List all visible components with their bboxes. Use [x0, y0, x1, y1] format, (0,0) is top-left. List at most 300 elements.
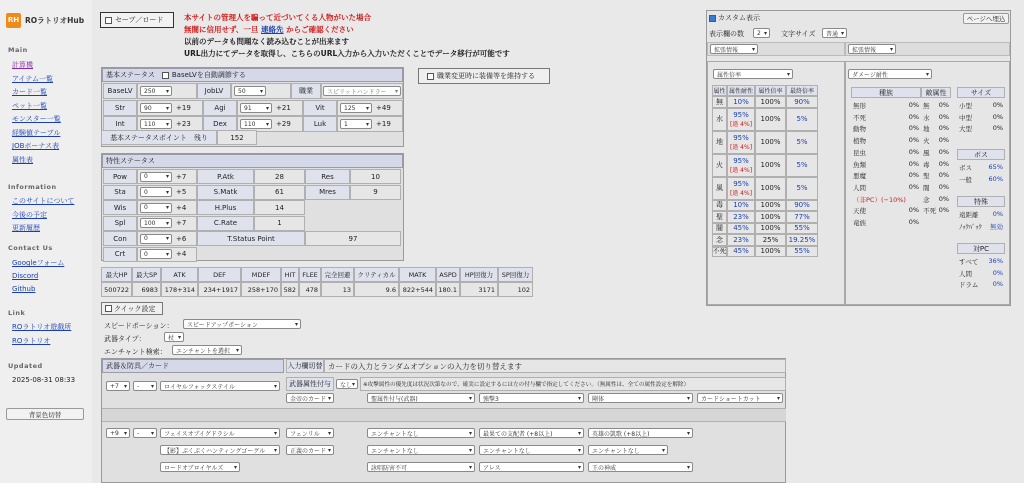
- trait-status-panel: [101, 153, 404, 261]
- summary-value-12: 102: [498, 282, 533, 297]
- trait-cell-sta: [137, 185, 197, 200]
- enemy-attr-label-8: 念: [923, 195, 930, 204]
- right-view-select[interactable]: ダメージ耐性 ▾: [848, 69, 932, 79]
- head-low-enchant-1[interactable]: 詠唱防害不可 ▾: [367, 462, 475, 472]
- stat-cell-luk: [337, 116, 403, 132]
- attr-head-1: 属性耐性: [727, 85, 755, 96]
- trait-derived-label-0: P.Atk: [197, 169, 254, 184]
- head-mid-select[interactable]: 【影】ぷくぷくハンティングゴーグル ▾: [160, 445, 280, 455]
- trait-select-wis[interactable]: 0 ▾: [140, 203, 172, 213]
- stat-select-dex[interactable]: 110 ▾: [240, 119, 272, 129]
- attr-head-2: 属性倍率: [755, 85, 786, 96]
- summary-value-2: 178+314: [161, 282, 198, 297]
- trait-bonus-con: +6: [176, 234, 187, 243]
- attr-resist-over-4: [過 4%]: [729, 189, 753, 197]
- enchant-search-select[interactable]: エンチャントを選択 ▾: [172, 345, 242, 355]
- trait-bonus-spl: +7: [176, 219, 187, 227]
- attr-mult-8: 25%: [755, 234, 786, 246]
- info-link-0[interactable]: このサイトについて: [12, 197, 75, 205]
- boss-value-1: 60%: [988, 174, 1003, 183]
- font-size-label: 文字サイズ: [781, 30, 816, 38]
- updated-section-title: Updated: [8, 362, 43, 370]
- attr-resist-9: [727, 246, 755, 258]
- pc-value-1: 0%: [992, 268, 1003, 277]
- race-label-4: 昆虫: [853, 148, 866, 157]
- enemy-attr-value-8: 0%: [938, 194, 949, 203]
- head-mid-enchant-1[interactable]: エンチャントなし ▾: [367, 445, 475, 455]
- summary-head-3: DEF: [198, 267, 241, 282]
- race-title: 種族: [851, 87, 921, 98]
- attr-name-8: 念: [712, 234, 727, 246]
- attr-name-1: 水: [712, 108, 727, 131]
- summary-value-10: 180.1: [436, 282, 460, 297]
- head-enchant-3[interactable]: 英雄の凱歌 (+8以上) ▾: [588, 428, 693, 438]
- race-value-5: 0%: [908, 159, 919, 168]
- head-mid-enchant-3[interactable]: エンチャントなし ▾: [588, 445, 668, 455]
- attr-resist-value-2: 95%: [733, 133, 749, 142]
- race-label-9: 天使: [853, 207, 866, 216]
- race-value-2: 0%: [908, 124, 919, 133]
- attr-final-4: 5%: [786, 177, 818, 200]
- right-info-select[interactable]: 拡張情報 ▾: [848, 44, 896, 54]
- attr-resist-value-8: 23%: [733, 235, 749, 244]
- attr-final-5: 90%: [786, 200, 818, 212]
- attr-resist-1: [727, 108, 755, 131]
- enemy-attr-value-0: 0%: [938, 101, 949, 109]
- attr-mult-3: 100%: [755, 154, 786, 177]
- equipment-panel: [101, 358, 786, 483]
- race-row-8: [853, 195, 919, 204]
- race-row-7: [853, 183, 919, 192]
- speed-potion-label: スピードポーション：: [104, 322, 174, 330]
- trait-derived-value-4: 97: [305, 231, 401, 246]
- trait-extra-label-0: Res: [305, 169, 350, 184]
- status-points-label: 基本ステータスポイント 残り: [101, 130, 217, 145]
- size-title: サイズ: [957, 87, 1005, 98]
- trait-derived-value-2: 14: [254, 200, 305, 215]
- keep-equip-toggle[interactable]: [418, 68, 550, 84]
- enemy-attr-value-5: 0%: [938, 159, 949, 168]
- boss-row-1: [959, 175, 1003, 184]
- head-grade-select[interactable]: - ▾: [133, 428, 157, 438]
- race-label-2: 動物: [853, 125, 866, 134]
- race-row-3: [853, 136, 919, 145]
- baselv-select[interactable]: 250 ▾: [140, 86, 172, 96]
- size-label-2: 大型: [959, 125, 972, 134]
- notice-line-2-c: からご確認ください: [286, 25, 354, 34]
- race-row-6: [853, 171, 919, 180]
- pc-row-1: [959, 269, 1003, 278]
- attr-head-3: 最終倍率: [786, 85, 818, 96]
- trait-derived-label-2: H.Plus: [197, 200, 254, 215]
- boss-label-1: 一般: [959, 175, 972, 184]
- head-enchant-2[interactable]: 最果ての支配者 (+8以上) ▾: [479, 428, 584, 438]
- column-count-select[interactable]: 2 ▾: [753, 28, 770, 38]
- attr-resist-over-3: [過 4%]: [729, 166, 753, 174]
- weapon-type-select[interactable]: 杖 ▾: [164, 332, 184, 342]
- race-value-10: 0%: [908, 218, 919, 226]
- race-label-3: 植物: [853, 137, 866, 146]
- summary-head-8: クリティカル: [354, 267, 399, 282]
- main-link-3[interactable]: ペット一覧: [12, 101, 47, 110]
- attr-mult-6: 100%: [755, 211, 786, 223]
- stat-label-agi: Agi: [203, 100, 237, 116]
- input-mode-label[interactable]: 入力欄切替: [286, 359, 324, 373]
- summary-head-5: HIT: [281, 267, 299, 282]
- weapon-option-1[interactable]: 聖属性付与(武器) ▾: [367, 393, 475, 403]
- trait-derived-value-3: 1: [254, 216, 305, 231]
- trait-cell-wis: [137, 200, 197, 215]
- stat-cell-str: [137, 100, 203, 116]
- enemy-attr-value-6: 0%: [938, 171, 949, 180]
- weapon-card-select[interactable]: 金帝のカード ▾: [286, 393, 334, 403]
- race-label-1: 不死: [853, 113, 866, 122]
- job-cell: [321, 83, 403, 99]
- pc-label-2: ドラム: [959, 281, 979, 290]
- weapon-element-label: 武器属性付与: [286, 377, 334, 391]
- size-label-0: 小型: [959, 102, 972, 110]
- trait-select-pow[interactable]: 0 ▾: [140, 172, 172, 182]
- trait-cell-crt: [137, 247, 197, 262]
- weapon-element-select[interactable]: なし ▾: [336, 379, 358, 389]
- stat-label-dex: Dex: [203, 116, 237, 132]
- equipment-divider: [102, 408, 786, 422]
- boss-value-0: 65%: [988, 163, 1003, 171]
- trait-label-crt: Crt: [103, 247, 137, 262]
- attr-resist-value-7: 45%: [733, 224, 749, 233]
- trait-extra-value-1: 9: [350, 185, 401, 200]
- auto-baselv-checkbox[interactable]: [162, 72, 169, 79]
- enemy-attr-label-5: 毒: [923, 160, 930, 169]
- basic-status-header: [102, 68, 403, 82]
- trait-select-con[interactable]: 0 ▾: [140, 234, 172, 244]
- head-enchant-1[interactable]: エンチャントなし ▾: [367, 428, 475, 438]
- pc-row-2: [959, 280, 1003, 289]
- attr-resist-5: [727, 200, 755, 212]
- attr-mult-1: 100%: [755, 108, 786, 131]
- stat-label-str: Str: [103, 100, 137, 116]
- race-row-10: [853, 218, 919, 227]
- trait-select-spl[interactable]: 100 ▾: [140, 218, 172, 228]
- trait-derived-label-1: S.Matk: [197, 185, 254, 200]
- attr-resist-over-1: [過 4%]: [729, 120, 753, 128]
- boss-label-0: ボス: [959, 164, 972, 172]
- speed-potion-select[interactable]: スピードアップポーション ▾: [183, 319, 301, 329]
- attr-name-2: 地: [712, 131, 727, 154]
- trait-cell-spl: [137, 216, 197, 231]
- attr-name-6: 聖: [712, 211, 727, 223]
- trait-status-header: 特性ステータス: [102, 154, 403, 168]
- race-row-1: [853, 113, 919, 122]
- head-mid-card-select[interactable]: 正義のカード ▾: [286, 445, 334, 455]
- attr-resist-value-9: 45%: [733, 247, 749, 256]
- attr-name-3: 火: [712, 154, 727, 177]
- special-value-0: 0%: [992, 210, 1003, 218]
- baselv-cell: [137, 83, 197, 99]
- trait-select-crt[interactable]: 0 ▾: [140, 249, 172, 259]
- info-link-1[interactable]: 今後の予定: [12, 210, 47, 219]
- trait-derived-label-3: C.Rate: [197, 216, 254, 231]
- size-value-0: 0%: [992, 101, 1003, 109]
- enemy-attr-row-8: [923, 195, 949, 204]
- stat-label-int: Int: [103, 116, 137, 132]
- main-link-4[interactable]: モンスター一覧: [12, 115, 61, 123]
- head-mid-enchant-2[interactable]: エンチャントなし ▾: [479, 445, 584, 455]
- attr-mult-0: 100%: [755, 96, 786, 108]
- head-low-select[interactable]: ロードオブロイヤルズ ▾: [160, 462, 240, 472]
- race-row-4: [853, 148, 919, 157]
- attr-resist-over-2: [過 4%]: [729, 143, 753, 151]
- theme-toggle-button[interactable]: 背景色切替: [6, 408, 84, 420]
- link-link-0[interactable]: ROラトリオ遊戯所: [12, 323, 72, 331]
- enemy-attr-value-4: 0%: [938, 147, 949, 156]
- pc-title: 対PC: [957, 243, 1005, 254]
- attr-final-1: 5%: [786, 108, 818, 131]
- attr-resist-0: [727, 96, 755, 108]
- attr-resist-3: [727, 154, 755, 177]
- stat-label-vit: Vit: [303, 100, 337, 116]
- size-value-2: 0%: [992, 124, 1003, 133]
- race-value-4: 0%: [908, 147, 919, 156]
- stat-label-luk: Luk: [303, 116, 337, 132]
- special-label-1: ﾉｯｸﾊﾞｯｸ: [959, 222, 982, 231]
- enemy-attr-label-3: 火: [923, 137, 930, 146]
- stat-cell-vit: [337, 100, 403, 116]
- special-row-1: [959, 222, 1003, 231]
- race-label-6: 悪魔: [853, 172, 866, 181]
- attr-resist-8: [727, 234, 755, 246]
- race-value-1: 0%: [908, 112, 919, 121]
- trait-label-sta: Sta: [103, 185, 137, 200]
- race-row-5: [853, 160, 919, 169]
- attr-final-9: 55%: [786, 246, 818, 258]
- pc-value-2: 0%: [992, 280, 1003, 289]
- save-load-button[interactable]: [100, 12, 174, 28]
- attr-mult-5: 100%: [755, 200, 786, 212]
- enemy-attr-label-0: 無: [923, 102, 930, 110]
- stat-bonus-agi: +21: [276, 104, 291, 112]
- summary-value-5: 582: [281, 282, 299, 297]
- enemy-attr-value-9: 0%: [938, 206, 949, 215]
- trait-extra-label-1: Mres: [305, 185, 350, 200]
- stat-select-luk[interactable]: 1 ▾: [340, 119, 372, 129]
- stat-select-str[interactable]: 90 ▾: [140, 103, 172, 113]
- race-row-2: [853, 124, 919, 133]
- enemy-attr-row-6: [923, 171, 949, 180]
- trait-bonus-pow: +7: [176, 172, 187, 181]
- race-value-7: 0%: [908, 182, 919, 191]
- left-view-select[interactable]: 属性倍率 ▾: [713, 69, 793, 79]
- race-label-10: 竜族: [853, 219, 866, 227]
- race-value-3: 0%: [908, 136, 919, 145]
- special-title: 特殊: [957, 196, 1005, 207]
- trait-label-con: Con: [103, 231, 137, 246]
- stat-bonus-luk: +19: [376, 120, 391, 128]
- summary-head-7: 完全回避: [321, 267, 354, 282]
- race-label-7: 人間: [853, 183, 866, 192]
- enemy-attr-label-1: 水: [923, 113, 930, 122]
- trait-cell-pow: [137, 169, 197, 184]
- custom-display-panel: [706, 10, 1011, 306]
- trait-derived-value-0: 28: [254, 169, 305, 184]
- attr-resist-4: [727, 177, 755, 200]
- race-label-5: 魚類: [853, 160, 866, 169]
- notice-line-4: URL出力にてデータを取得し、こちらのURL入力から入力いただくことでデータ移行が可能です: [184, 49, 510, 58]
- attr-resist-value-0: 10%: [733, 97, 749, 106]
- contact-link[interactable]: 連絡先: [261, 25, 284, 34]
- font-size-select[interactable]: 普通 ▾: [822, 28, 847, 38]
- stat-bonus-dex: +29: [276, 120, 291, 128]
- stat-select-int[interactable]: 110 ▾: [140, 119, 172, 129]
- contact-link-2[interactable]: Github: [12, 285, 36, 293]
- summary-head-2: ATK: [161, 267, 198, 282]
- enemy-attr-title: 敵属性: [921, 87, 951, 98]
- attr-final-2: 5%: [786, 131, 818, 154]
- logo-mark: RH: [6, 13, 21, 28]
- attr-resist-6: [727, 211, 755, 223]
- column-count-label: 表示欄の数: [709, 30, 744, 38]
- trait-bonus-sta: +5: [176, 188, 187, 196]
- attr-resist-value-1: 95%: [733, 110, 749, 119]
- stat-select-vit[interactable]: 125 ▾: [340, 103, 372, 113]
- trait-bonus-crt: +4: [176, 250, 187, 258]
- special-label-0: 遠距離: [959, 211, 979, 219]
- attr-name-9: 不死: [712, 247, 727, 256]
- summary-table: [101, 267, 545, 297]
- summary-value-8: 9.6: [354, 282, 399, 297]
- weapon-option-2[interactable]: 強撃3 ▾: [479, 393, 584, 403]
- attr-final-8: 19.25%: [786, 234, 818, 246]
- enemy-attr-label-9: 不死: [923, 207, 936, 216]
- enemy-attr-row-0: [923, 101, 949, 110]
- app-name: ROラトリオHub: [25, 15, 85, 25]
- enemy-attr-value-1: 0%: [938, 112, 949, 121]
- quick-settings-checkbox[interactable]: [105, 305, 112, 312]
- weapon-grade-select[interactable]: - ▾: [133, 381, 157, 391]
- info-link-2[interactable]: 更新履歴: [12, 224, 40, 232]
- weapon-select[interactable]: ロイヤルフォックステイル ▾: [160, 381, 280, 391]
- attr-resist-2: [727, 131, 755, 154]
- attr-final-3: 5%: [786, 154, 818, 177]
- stat-select-agi[interactable]: 91 ▾: [240, 103, 272, 113]
- head-top-select[interactable]: フェイスオブイグドラシル ▾: [160, 428, 280, 438]
- main-link-1[interactable]: アイテム一覧: [12, 74, 54, 83]
- joblv-label: JobLV: [197, 83, 231, 99]
- notice-line-2: [184, 24, 354, 35]
- trait-label-pow: Pow: [103, 169, 137, 184]
- main-link-0[interactable]: 計算機: [12, 61, 33, 69]
- special-value-1: 無効: [990, 222, 1003, 231]
- summary-value-4: 258+170: [241, 282, 281, 297]
- auto-baselv-label: BaseLVを自動調節する: [171, 71, 246, 79]
- enemy-attr-row-1: [923, 113, 949, 122]
- summary-head-9: MATK: [399, 267, 436, 282]
- custom-display-checkbox[interactable]: [709, 15, 716, 22]
- contact-link-1[interactable]: Discord: [12, 271, 39, 280]
- trait-label-spl: Spl: [103, 216, 137, 231]
- attr-resist-value-3: 95%: [733, 156, 749, 165]
- baselv-label: BaseLV: [103, 83, 137, 99]
- summary-value-7: 13: [321, 282, 354, 297]
- pc-label-0: すべて: [959, 258, 979, 266]
- attr-resist-7: [727, 223, 755, 235]
- trait-select-sta[interactable]: 0 ▾: [140, 187, 172, 197]
- attr-mult-7: 100%: [755, 223, 786, 235]
- refine-select-weapon[interactable]: +7 ▾: [106, 381, 130, 391]
- keep-equip-label: 職業変更時に装備等を維持する: [437, 72, 535, 80]
- attr-name-0: 無: [712, 96, 727, 108]
- summary-head-1: 最大SP: [132, 267, 161, 282]
- quick-settings-toggle[interactable]: [101, 302, 163, 315]
- enemy-attr-row-7: [923, 183, 949, 192]
- summary-value-1: 6983: [132, 282, 161, 297]
- attr-resist-value-4: 95%: [733, 179, 749, 188]
- notice-line-2-a: 無闇に信用せず、一旦: [184, 25, 259, 34]
- job-select[interactable]: スピリットハンドラー ▾: [323, 86, 401, 96]
- head-low-enchant-3[interactable]: 王の神威 ▾: [588, 462, 693, 472]
- head-card-select[interactable]: フェンリル ▾: [286, 428, 334, 438]
- race-label-8: （非PC）(−10%): [853, 195, 906, 204]
- contact-link-0[interactable]: Googleフォーム: [12, 259, 65, 267]
- special-row-0: [959, 210, 1003, 219]
- enemy-attr-label-7: 闇: [923, 183, 930, 192]
- summary-value-9: 822+544: [399, 282, 436, 297]
- trait-derived-value-1: 61: [254, 185, 305, 200]
- enemy-attr-row-9: [923, 206, 949, 215]
- attr-name-7: 闇: [712, 223, 727, 235]
- link-link-1[interactable]: ROラトリオ: [12, 336, 51, 345]
- refine-select-head[interactable]: +9 ▾: [106, 428, 130, 438]
- trait-extra-value-0: 10: [350, 169, 401, 184]
- main-link-5[interactable]: 経験値テーブル: [12, 128, 61, 137]
- main-link-7[interactable]: 属性表: [12, 155, 33, 164]
- stat-cell-agi: [237, 100, 303, 116]
- trait-derived-label-4: T.Status Point: [197, 231, 305, 246]
- summary-value-11: 3171: [460, 282, 498, 297]
- left-info-select[interactable]: 拡張情報 ▾: [710, 44, 758, 54]
- joblv-select[interactable]: 50 ▾: [234, 86, 266, 96]
- attr-mult-9: 100%: [755, 246, 786, 258]
- summary-value-6: 478: [299, 282, 321, 297]
- custom-display-toggle[interactable]: [709, 13, 760, 23]
- summary-head-0: 最大HP: [101, 267, 132, 282]
- app-logo[interactable]: [6, 12, 92, 28]
- attr-resist-value-6: 23%: [733, 212, 749, 221]
- head-low-enchant-2[interactable]: アレス ▾: [479, 462, 584, 472]
- embed-page-button[interactable]: ページへ埋込: [963, 13, 1009, 24]
- race-label-0: 無形: [853, 102, 866, 110]
- keep-equip-checkbox[interactable]: [427, 73, 434, 80]
- summary-head-10: ASPD: [436, 267, 460, 282]
- enemy-attr-label-6: 聖: [923, 172, 930, 181]
- race-value-0: 0%: [908, 101, 919, 109]
- stat-bonus-str: +19: [176, 104, 191, 112]
- info-section-title: Information: [8, 183, 57, 191]
- weapon-option-3[interactable]: 剛体 ▾: [588, 393, 693, 403]
- enemy-attr-label-4: 風: [923, 148, 930, 157]
- main-link-6[interactable]: JOBボーナス表: [12, 142, 60, 150]
- attr-final-0: 90%: [786, 96, 818, 108]
- boss-title: ボス: [957, 149, 1005, 160]
- weapon-element-note: ※攻撃属性の優先度は状況次第なので、確実に設定するには左の付与欄で指定してください。（無属性は、全ての属性設定を解除）: [360, 377, 786, 391]
- enemy-attr-row-4: [923, 148, 949, 157]
- main-link-2[interactable]: カード一覧: [12, 88, 47, 96]
- enemy-attr-row-3: [923, 136, 949, 145]
- size-value-1: 0%: [992, 112, 1003, 121]
- save-load-checkbox[interactable]: [105, 17, 112, 24]
- card-shortcut-select[interactable]: カードショートカット ▾: [697, 393, 783, 403]
- status-points-value: 152: [217, 130, 257, 145]
